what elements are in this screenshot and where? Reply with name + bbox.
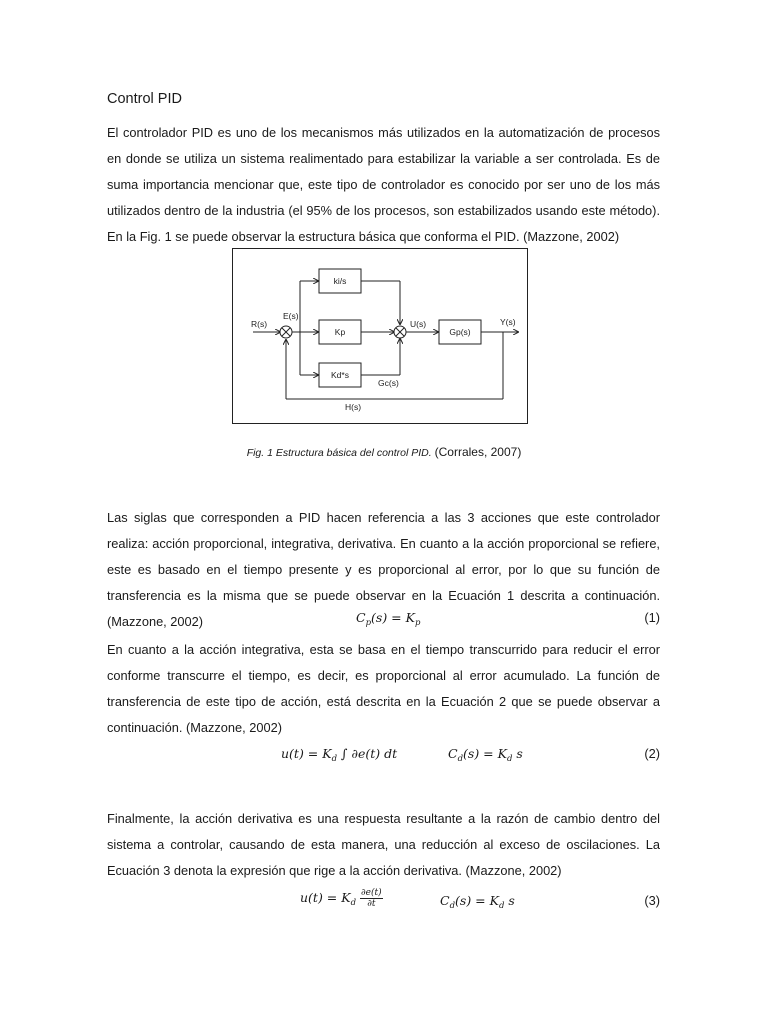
paragraph-integral: En cuanto a la acción integrativa, esta se basa en el tiempo transcurrido para reducir el error conforme transcurre el tiempo, es decir, es proporcional al error acumulado. La función de transferencia de este tipo de acción, está descrita en la Ecuación 2 que se puede observar a continuación. (Mazzone, 2002) — [107, 642, 660, 735]
pid-block-diagram — [232, 248, 528, 424]
block-proportional: Kp — [334, 327, 346, 337]
signal-u: U(s) — [410, 319, 427, 329]
paragraph-intro: El controlador PID es uno de los mecanismos más utilizados en la automatización de procesos en donde se utiliza un sistema realimentado para estabilizar la variable a ser controlada. Es de suma importancia mencionar que, este tipo de controlador es conocido por ser uno de los más utilizados dentro de la industria (el 95% de los procesos, son estabilizados usando este método). En la Fig. 1 se puede observar la estructura básica que conforma el PID. (Mazzone, 2002) — [107, 125, 660, 244]
block-derivative: Kd*s — [331, 370, 349, 380]
equation-2-time: $u(t) = K_d$ ∫ ∂e(t) dt — [281, 746, 398, 764]
section-heading: Control PID — [107, 91, 182, 107]
paragraph-derivative: Finalmente, la acción derivativa es una respuesta resultante a la razón de cambio dentro del sistema a controlar, causando de esta manera, una reducción al exceso de oscilaciones. La Ecuación 3 denota la expresión que rige a la acción derivativa. (Mazzone, 2002) — [107, 811, 660, 878]
equation-3-transfer: $C_d(s) = K_d$ s — [440, 893, 515, 911]
paragraph-pid-acronym: Las siglas que corresponden a PID hacen referencia a las 3 acciones que este controlador realiza: acción proporcional, integrativa, derivativa. En cuanto a la acción proporcional se refiere, este es basado en el tiempo presente y es proporcional al error, por lo que su función de transferencia es la misma que se puede observar en la Ecuación 1 descrita a continuación. (Mazzone, 2002) — [107, 510, 660, 629]
signal-h: H(s) — [345, 402, 362, 412]
signal-e: E(s) — [283, 311, 299, 321]
caption-citation: (Corrales, 2007) — [434, 445, 522, 459]
equation-2-number: (2) — [644, 746, 660, 761]
caption-title: Fig. 1 Estructura básica del control PID. — [246, 447, 432, 459]
equation-1-number: (1) — [644, 610, 660, 625]
signal-gc: Gc(s) — [378, 378, 399, 388]
block-integral: ki/s — [333, 276, 347, 286]
signal-r: R(s) — [251, 319, 268, 329]
figure-caption — [0, 445, 768, 459]
equation-3-time: $u(t) = K_d$ $\frac{\partial e(t)}{\partial t}$ — [300, 888, 382, 909]
equation-3-number: (3) — [644, 893, 660, 908]
equation-1: $C_p(s) = K_p$ — [356, 610, 421, 628]
equation-2-transfer: $C_d(s) = K_d$ s — [448, 746, 523, 764]
block-plant: Gp(s) — [449, 327, 471, 337]
signal-y: Y(s) — [500, 317, 516, 327]
